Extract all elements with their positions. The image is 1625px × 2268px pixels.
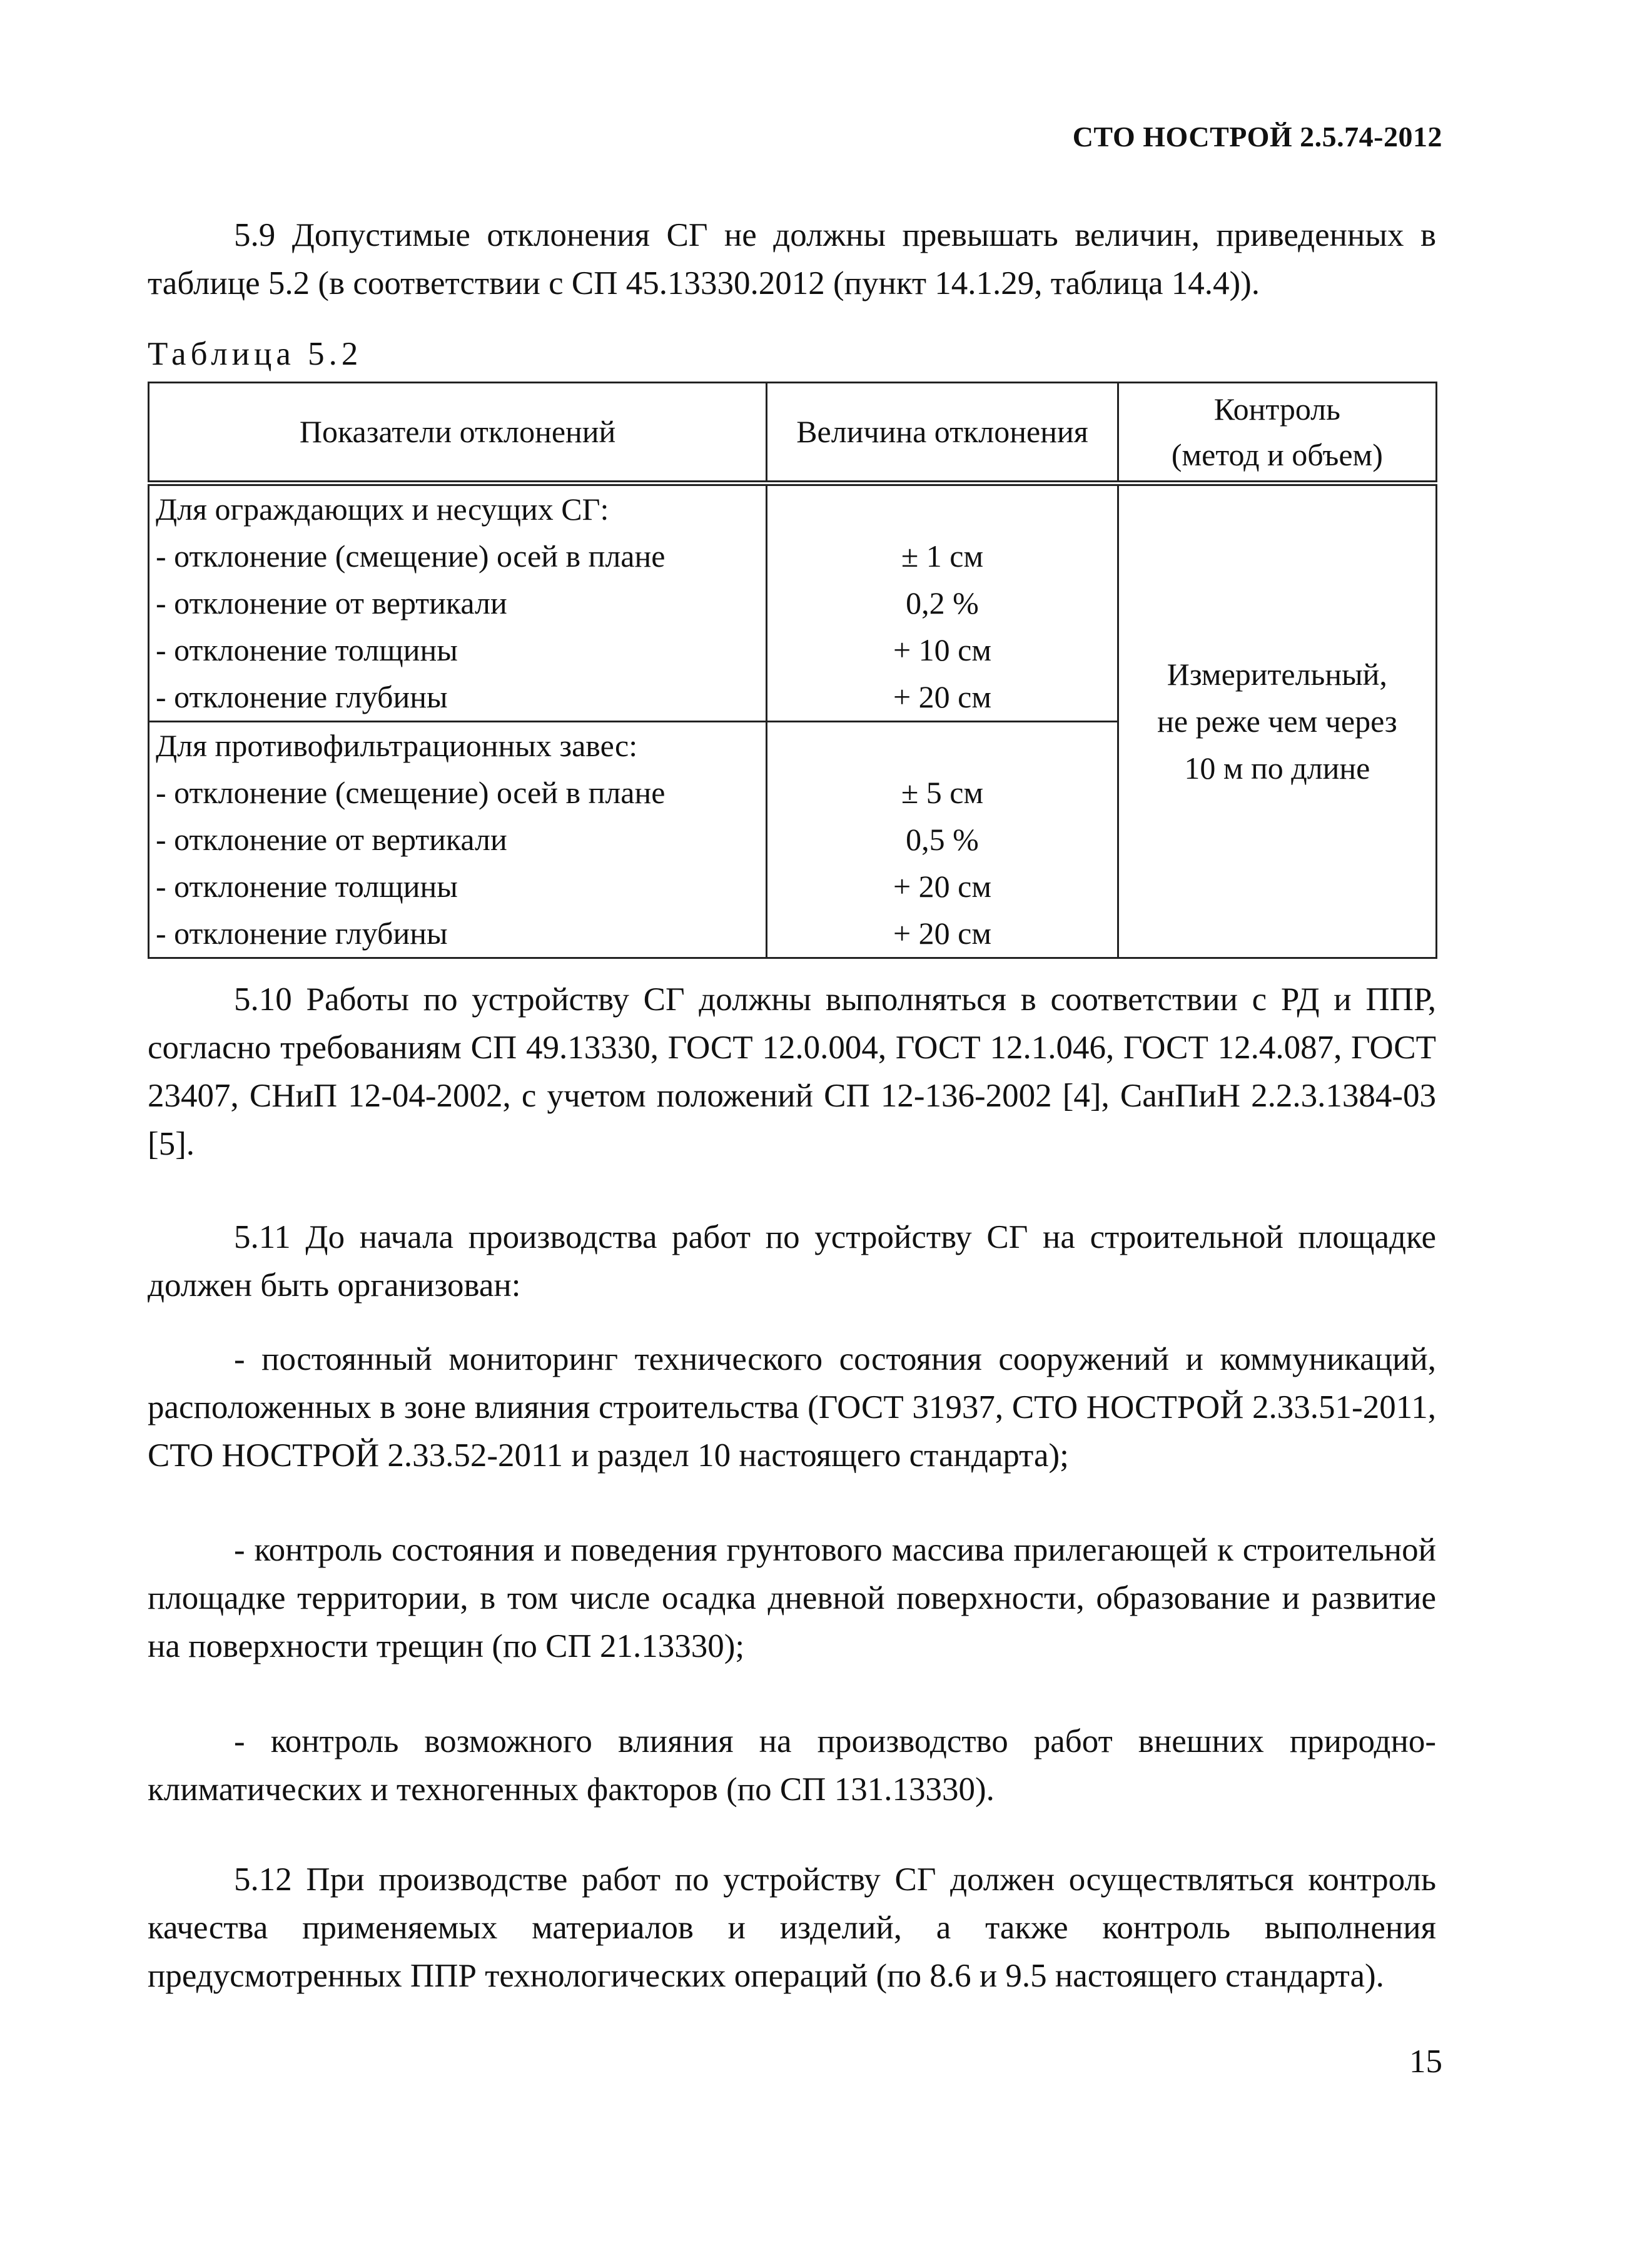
bullet-soil-control: - контроль состояния и поведения грунтового массива прилегающей к строительной площадке территории, в том числе осадка дневной поверхности, образование и развитие на поверхности трещин (по СП 21.13330);	[148, 1532, 1436, 1664]
group1-row-label: - отклонение толщины	[156, 632, 458, 667]
table-row-group1	[149, 483, 1437, 722]
method-line3: 10 м по длине	[1184, 751, 1370, 786]
group2-row-value: 0,5 %	[906, 822, 979, 857]
control-method-cell	[1118, 483, 1436, 958]
group1-row-label: - отклонение (смещение) осей в плане	[156, 539, 666, 574]
document-header: СТО НОСТРОЙ 2.5.74-2012	[1072, 121, 1442, 153]
method-line2: не реже чем через	[1157, 704, 1397, 739]
group2-title: Для противофильтрационных завес:	[156, 728, 638, 763]
group1-values	[767, 483, 1118, 722]
method-line1: Измерительный,	[1167, 657, 1387, 692]
group1-labels	[149, 483, 767, 722]
group2-row-label: - отклонение толщины	[156, 869, 458, 904]
header-control-line2: (метод и объем)	[1171, 437, 1383, 472]
header-indicators: Показатели отклонений	[149, 383, 767, 483]
paragraph-5-11: 5.11 До начала производства работ по устройству СГ на строительной площадке должен быть организован:	[148, 1219, 1436, 1304]
group2-row-value: ± 5 см	[901, 775, 984, 810]
deviation-table	[148, 382, 1437, 959]
group2-row-value: + 20 см	[893, 869, 991, 904]
group1-row-value: ± 1 см	[901, 539, 984, 574]
header-control-line1: Контроль	[1213, 391, 1340, 427]
group2-row-label: - отклонение (смещение) осей в плане	[156, 775, 666, 810]
page-number: 15	[1409, 2043, 1442, 2080]
group1-row-label: - отклонение от вертикали	[156, 585, 507, 620]
table-caption: Таблица 5.2	[148, 336, 363, 372]
header-control	[1118, 383, 1436, 483]
group2-values	[767, 722, 1118, 958]
group2-row-label: - отклонение от вертикали	[156, 822, 507, 857]
group1-row-value: + 20 см	[893, 679, 991, 714]
group1-row-value: 0,2 %	[906, 585, 979, 620]
bullet-climate-control: - контроль возможного влияния на производство работ внешних природно-климатических и техногенных факторов (по СП 131.13330).	[148, 1723, 1436, 1808]
group1-row-label: - отклонение глубины	[156, 679, 448, 714]
group1-row-value: + 10 см	[893, 632, 991, 667]
group2-labels	[149, 722, 767, 958]
header-value: Величина отклонения	[767, 383, 1118, 483]
paragraph-5-10: 5.10 Работы по устройству СГ должны выполняться в соответствии с РД и ППР, согласно требованиям СП 49.13330, ГОСТ 12.0.004, ГОСТ 12.1.046, ГОСТ 12.4.087, ГОСТ 23407, СНиП 12-04-2002, с учетом положений СП 12-136-2002 [4], СанПиН 2.2.3.1384-03 [5].	[148, 981, 1436, 1162]
bullet-monitoring: - постоянный мониторинг технического состояния сооружений и коммуникаций, расположенных в зоне влияния строительства (ГОСТ 31937, СТО НОСТРОЙ 2.33.51-2011, СТО НОСТРОЙ 2.33.52-2011 и раздел 10 настоящего стандарта);	[148, 1341, 1436, 1474]
paragraph-5-9: 5.9 Допустимые отклонения СГ не должны превышать величин, приведенных в таблице 5.2 (в соответствии с СП 45.13330.2012 (пункт 14.1.29, таблица 14.4)).	[148, 217, 1436, 301]
table-header-row	[149, 383, 1437, 483]
paragraph-5-12: 5.12 При производстве работ по устройству СГ должен осуществляться контроль качества применяемых материалов и изделий, а также контроль выполнения предусмотренных ППР технологических операций (по 8.6 и 9.5 настоящего стандарта).	[148, 1861, 1436, 1994]
group2-row-label: - отклонение глубины	[156, 916, 448, 951]
group2-row-value: + 20 см	[893, 916, 991, 951]
group1-title: Для ограждающих и несущих СГ:	[156, 492, 609, 527]
